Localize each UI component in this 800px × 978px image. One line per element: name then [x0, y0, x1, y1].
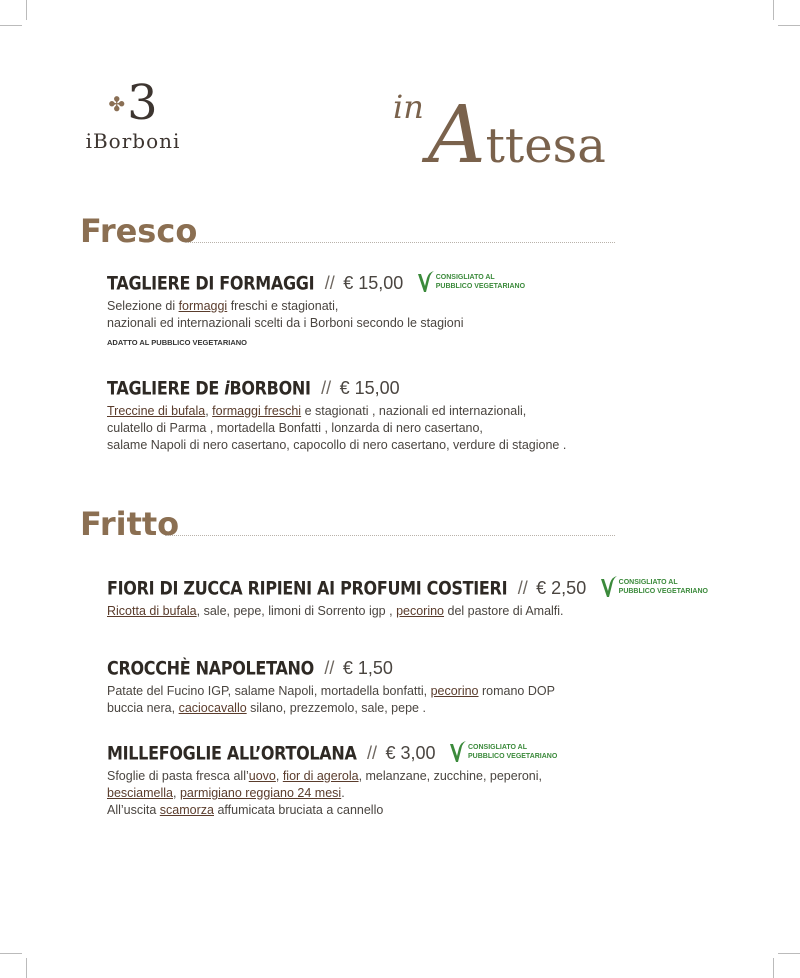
vegetarian-badge: CONSIGLIATO AL PUBBLICO VEGETARIANO — [416, 269, 525, 295]
item-name: MILLEFOGLIE ALL’ORTOLANA — [107, 742, 357, 765]
item-price: € 1,50 — [342, 658, 393, 678]
section-title-fresco: Fresco — [80, 212, 198, 250]
logo-number: ✤3 — [108, 75, 158, 131]
vegetarian-badge: CONSIGLIATO AL PUBBLICO VEGETARIANO — [599, 574, 708, 600]
crop-mark — [0, 953, 22, 954]
logo-wordmark: iBorboni — [85, 129, 181, 153]
crop-mark — [778, 953, 800, 954]
leaf-v-icon — [599, 575, 617, 599]
leaf-v-icon — [448, 740, 466, 764]
vegetarian-badge: CONSIGLIATO AL PUBBLICO VEGETARIANO — [448, 739, 557, 765]
crop-mark — [773, 0, 774, 20]
crop-mark — [0, 25, 22, 26]
section-divider — [165, 535, 615, 536]
item-description: Treccine di bufala, formaggi freschi e stagionati , nazionali ed internazionali, culatello di Parma , mortadella Bonfatti , lonzarda di nero casertano, salame Napoli di nero casertano, capocollo di nero casertano, verdure di stagione . — [107, 404, 567, 452]
section-title-fritto: Fritto — [80, 505, 180, 543]
item-price: € 3,00 — [385, 743, 436, 763]
menu-item-millefoglie: MILLEFOGLIE ALL’ORTOLANA // € 3,00 CONSIGLIATO AL PUBBLICO VEGETARIANO Sfoglie di pasta fresca all’uovo, fior di agerola, melanzane, zucchine, peperoni, besciamella, parmigiano reggiano 24 mesi. All’uscita scamorza affumicata bruciata a cannello — [107, 740, 747, 819]
item-name: FIORI DI ZUCCA RIPIENI AI PROFUMI COSTIERI — [107, 577, 508, 600]
brand-logo — [78, 75, 188, 153]
menu-item-tagliere-formaggi: TAGLIERE DI FORMAGGI // € 15,00 CONSIGLIATO AL PUBBLICO VEGETARIANO Selezione di formaggi freschi e stagionati, nazionali ed internazionali scelti da i Borboni secondo le stagioni ADATTO AL PUBBLICO VEGETARIANO — [107, 270, 747, 347]
crop-mark — [26, 958, 27, 978]
crop-mark — [773, 958, 774, 978]
menu-item-tagliere-borboni: TAGLIERE DE iBORBONI // € 15,00 Treccine di bufala, formaggi freschi e stagionati , nazionali ed internazionali, culatello di Parma , mortadella Bonfatti , lonzarda di nero casertano, salame Napoli di nero casertano, capocollo di nero casertano, verdure di stagione . — [107, 375, 747, 454]
crop-mark — [778, 25, 800, 26]
item-description: Ricotta di bufala, sale, pepe, limoni di Sorrento igp , pecorino del pastore di Amalfi. — [107, 604, 564, 618]
item-name: TAGLIERE DI FORMAGGI — [107, 272, 315, 295]
item-description: Selezione di formaggi freschi e stagionati, nazionali ed internazionali scelti da i Borboni secondo le stagioni — [107, 299, 464, 330]
section-divider — [185, 242, 615, 243]
item-note: ADATTO AL PUBBLICO VEGETARIANO — [107, 338, 248, 347]
page-title: inAttesa — [393, 88, 606, 181]
item-price: € 2,50 — [536, 578, 587, 598]
menu-item-fiori-zucca: FIORI DI ZUCCA RIPIENI AI PROFUMI COSTIERI // € 2,50 CONSIGLIATO AL PUBBLICO VEGETARIANO Ricotta di bufala, sale, pepe, limoni di Sorrento igp , pecorino del pastore di Amalfi. — [107, 575, 747, 620]
leaf-v-icon — [416, 270, 434, 294]
item-description: Patate del Fucino IGP, salame Napoli, mortadella bonfatti, pecorino romano DOP buccia nera, caciocavallo silano, prezzemolo, sale, pepe . — [107, 684, 555, 715]
item-name: TAGLIERE DE iBORBONI — [107, 377, 311, 400]
crop-mark — [26, 0, 27, 20]
item-price: € 15,00 — [343, 273, 404, 293]
menu-item-crocche: CROCCHÈ NAPOLETANO // € 1,50 Patate del Fucino IGP, salame Napoli, mortadella bonfatti, pecorino romano DOP buccia nera, caciocavallo silano, prezzemolo, sale, pepe . — [107, 655, 747, 717]
item-name: CROCCHÈ NAPOLETANO — [107, 657, 314, 680]
item-price: € 15,00 — [339, 378, 400, 398]
item-description: Sfoglie di pasta fresca all’uovo, fior di agerola, melanzane, zucchine, peperoni, besciamella, parmigiano reggiano 24 mesi. All’uscita scamorza affumicata bruciata a cannello — [107, 769, 543, 817]
